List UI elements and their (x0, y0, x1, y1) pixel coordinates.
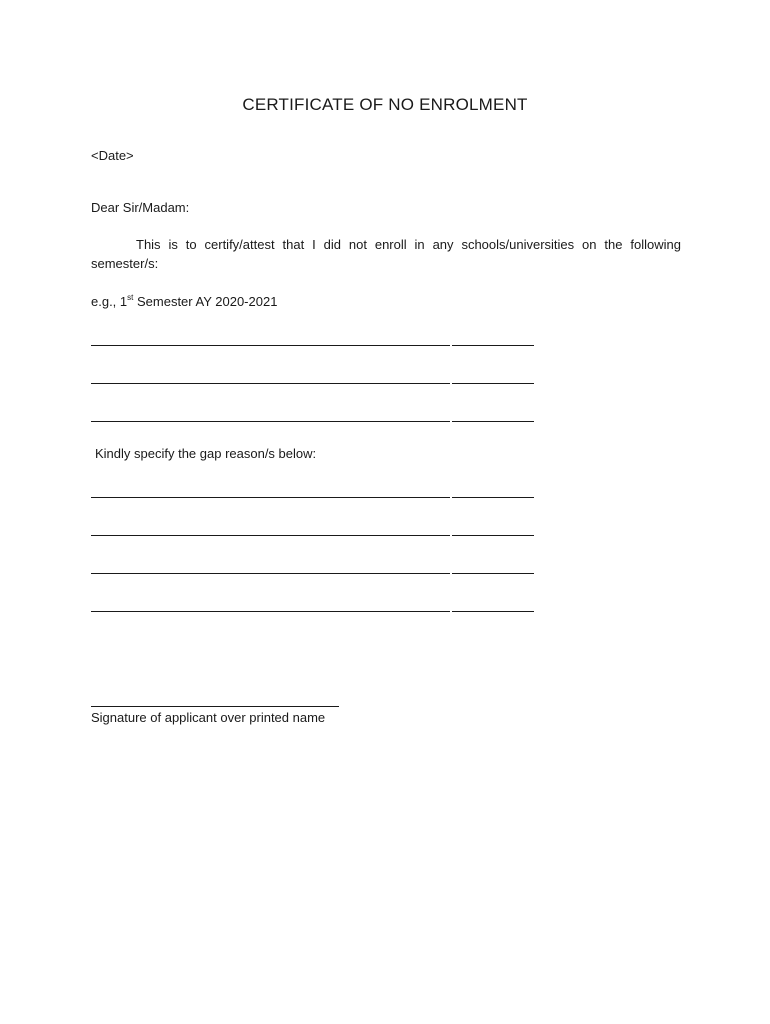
blank-line-segment (452, 383, 534, 384)
certification-paragraph (91, 235, 681, 273)
blank-line-segment (91, 535, 450, 536)
blank-line-segment (452, 345, 534, 346)
gap-reason-prompt: Kindly specify the gap reason/s below: (95, 446, 317, 461)
example-semester (91, 292, 277, 311)
blank-line-segment (91, 421, 450, 422)
blank-line-segment (91, 345, 450, 346)
blank-line-segment (452, 611, 534, 612)
blank-line-segment (91, 611, 450, 612)
example-suffix: Semester AY 2020-2021 (133, 294, 278, 309)
certification-text: This is to certify/attest that I did not enroll in any schools/universities on the following semester/s: (91, 237, 681, 271)
blank-line-segment (91, 497, 450, 498)
date-placeholder[interactable]: <Date> (91, 148, 134, 163)
example-prefix: e.g., 1 (91, 294, 128, 309)
blank-line-segment (91, 573, 450, 574)
blank-line-segment (452, 573, 534, 574)
document-title: CERTIFICATE OF NO ENROLMENT (242, 95, 528, 114)
example-superscript: st (127, 293, 134, 302)
salutation: Dear Sir/Madam: (91, 200, 190, 215)
blank-line-segment (91, 383, 450, 384)
signature-line[interactable] (91, 706, 339, 707)
blank-line-segment (452, 535, 534, 536)
blank-line-segment (452, 421, 534, 422)
signature-caption: Signature of applicant over printed name (91, 710, 326, 725)
blank-line-segment (452, 497, 534, 498)
